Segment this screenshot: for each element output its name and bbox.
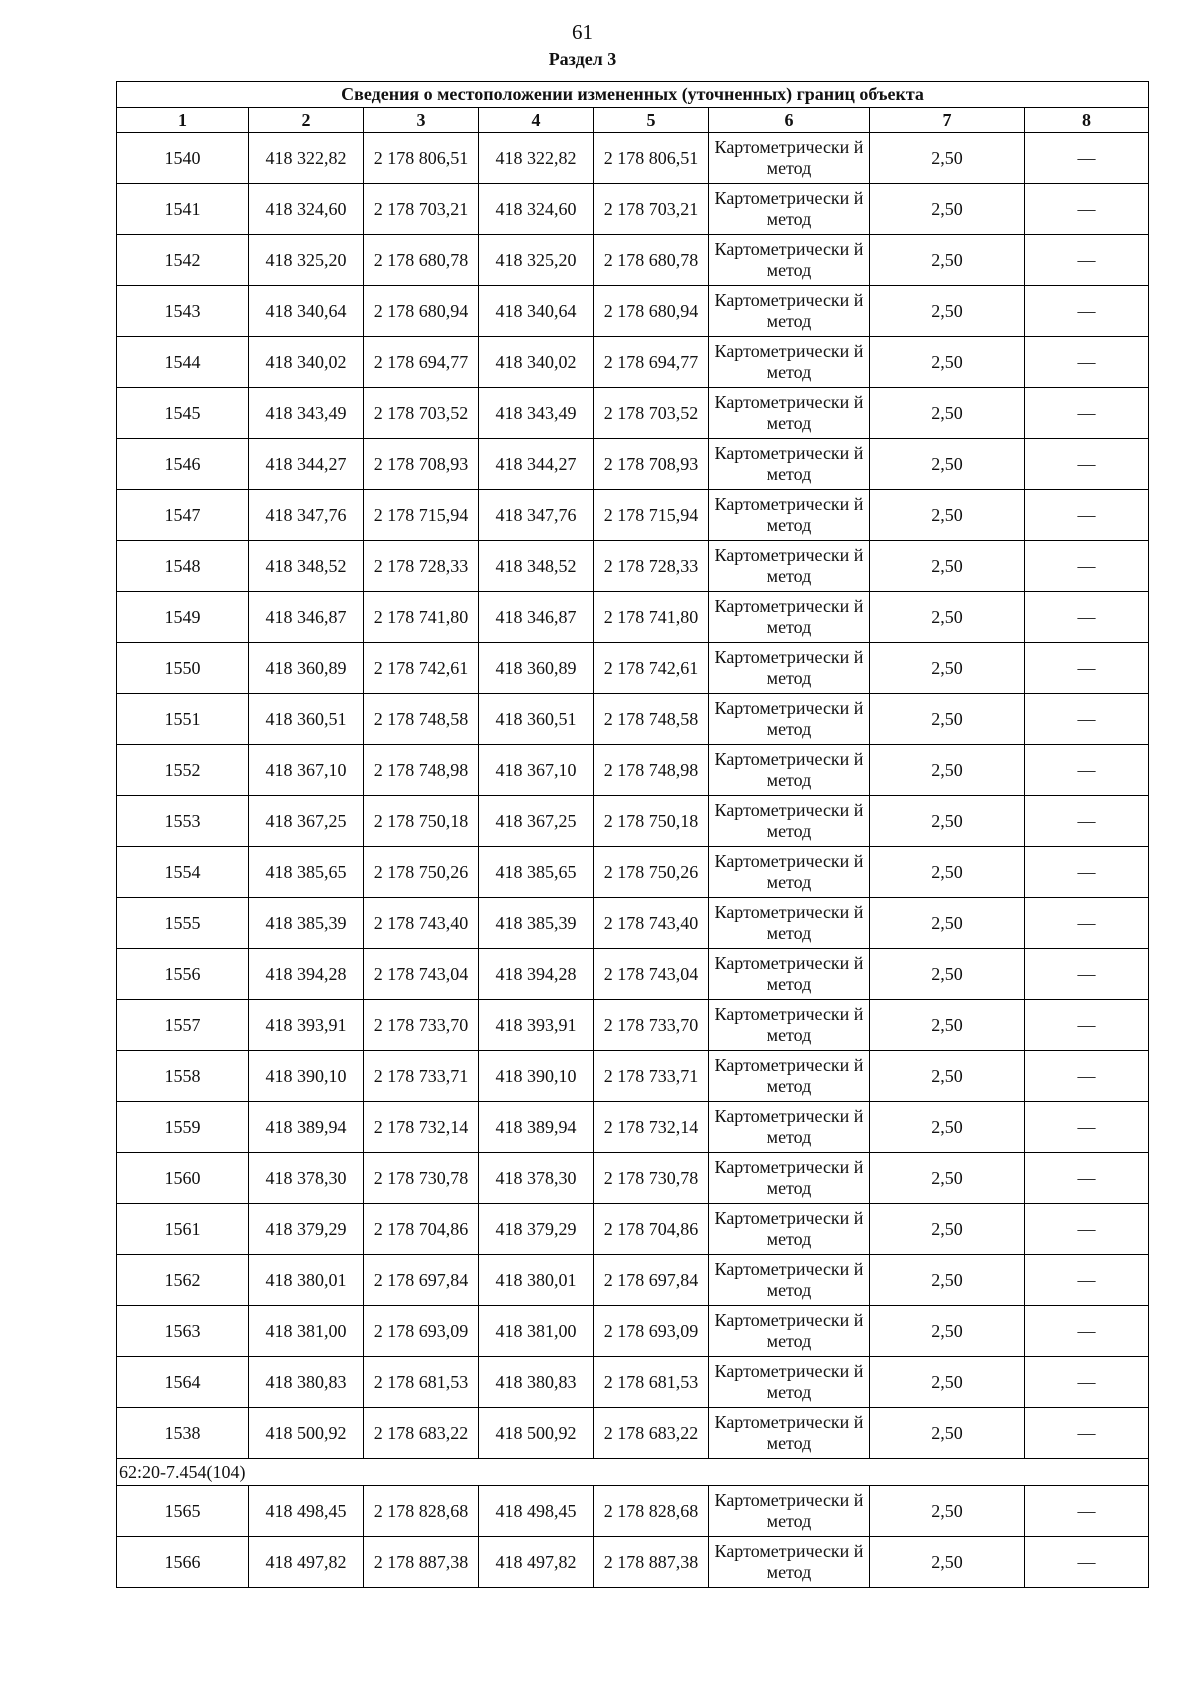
table-row xyxy=(117,439,1149,490)
point-number-cell: 1562 xyxy=(117,1255,249,1306)
accuracy-cell: 2,50 xyxy=(870,286,1025,337)
x-refined-cell: 418 360,89 xyxy=(479,643,594,694)
section-title: Раздел 3 xyxy=(548,49,617,69)
column-number: 6 xyxy=(709,108,870,133)
method-cell: Картометрически й метод xyxy=(709,1051,870,1102)
method-cell: Картометрически й метод xyxy=(709,1153,870,1204)
x-existing-cell: 418 394,28 xyxy=(249,949,364,1000)
x-existing-cell: 418 389,94 xyxy=(249,1102,364,1153)
x-refined-cell: 418 497,82 xyxy=(479,1537,594,1588)
x-refined-cell: 418 346,87 xyxy=(479,592,594,643)
y-existing-cell: 2 178 828,68 xyxy=(364,1486,479,1537)
method-cell: Картометрически й метод xyxy=(709,847,870,898)
point-number-cell: 1541 xyxy=(117,184,249,235)
y-existing-cell: 2 178 697,84 xyxy=(364,1255,479,1306)
y-existing-cell: 2 178 681,53 xyxy=(364,1357,479,1408)
table-row xyxy=(117,1537,1149,1588)
point-number-cell: 1556 xyxy=(117,949,249,1000)
y-existing-cell: 2 178 748,98 xyxy=(364,745,479,796)
accuracy-cell: 2,50 xyxy=(870,898,1025,949)
point-number-cell: 1555 xyxy=(117,898,249,949)
y-refined-cell: 2 178 683,22 xyxy=(594,1408,709,1459)
x-existing-cell: 418 380,01 xyxy=(249,1255,364,1306)
description-cell: — xyxy=(1025,1000,1149,1051)
point-number-cell: 1560 xyxy=(117,1153,249,1204)
description-cell: — xyxy=(1025,439,1149,490)
x-refined-cell: 418 385,65 xyxy=(479,847,594,898)
x-existing-cell: 418 360,51 xyxy=(249,694,364,745)
description-cell: — xyxy=(1025,1102,1149,1153)
accuracy-cell: 2,50 xyxy=(870,235,1025,286)
x-existing-cell: 418 340,02 xyxy=(249,337,364,388)
table-row xyxy=(117,184,1149,235)
accuracy-cell: 2,50 xyxy=(870,694,1025,745)
y-existing-cell: 2 178 694,77 xyxy=(364,337,479,388)
y-refined-cell: 2 178 694,77 xyxy=(594,337,709,388)
method-cell: Картометрически й метод xyxy=(709,1204,870,1255)
y-existing-cell: 2 178 708,93 xyxy=(364,439,479,490)
y-refined-cell: 2 178 680,78 xyxy=(594,235,709,286)
accuracy-cell: 2,50 xyxy=(870,1000,1025,1051)
x-refined-cell: 418 380,01 xyxy=(479,1255,594,1306)
page-number: 61 xyxy=(572,20,593,44)
group-row xyxy=(117,1459,1149,1486)
y-existing-cell: 2 178 733,70 xyxy=(364,1000,479,1051)
y-refined-cell: 2 178 715,94 xyxy=(594,490,709,541)
accuracy-cell: 2,50 xyxy=(870,1306,1025,1357)
description-cell: — xyxy=(1025,643,1149,694)
description-cell: — xyxy=(1025,286,1149,337)
table-row xyxy=(117,592,1149,643)
description-cell: — xyxy=(1025,541,1149,592)
table-caption-row xyxy=(117,82,1149,108)
x-existing-cell: 418 393,91 xyxy=(249,1000,364,1051)
x-refined-cell: 418 498,45 xyxy=(479,1486,594,1537)
method-cell: Картометрически й метод xyxy=(709,541,870,592)
y-existing-cell: 2 178 743,04 xyxy=(364,949,479,1000)
table-row xyxy=(117,745,1149,796)
column-number: 5 xyxy=(594,108,709,133)
y-existing-cell: 2 178 693,09 xyxy=(364,1306,479,1357)
table-row xyxy=(117,643,1149,694)
x-refined-cell: 418 500,92 xyxy=(479,1408,594,1459)
column-number-row xyxy=(117,108,1149,133)
y-refined-cell: 2 178 728,33 xyxy=(594,541,709,592)
x-existing-cell: 418 497,82 xyxy=(249,1537,364,1588)
y-existing-cell: 2 178 715,94 xyxy=(364,490,479,541)
description-cell: — xyxy=(1025,1153,1149,1204)
method-cell: Картометрически й метод xyxy=(709,1486,870,1537)
point-number-cell: 1551 xyxy=(117,694,249,745)
method-cell: Картометрически й метод xyxy=(709,133,870,184)
table-row xyxy=(117,1051,1149,1102)
y-existing-cell: 2 178 680,94 xyxy=(364,286,479,337)
method-cell: Картометрически й метод xyxy=(709,1306,870,1357)
table-row xyxy=(117,847,1149,898)
table-row xyxy=(117,133,1149,184)
x-existing-cell: 418 500,92 xyxy=(249,1408,364,1459)
accuracy-cell: 2,50 xyxy=(870,643,1025,694)
x-refined-cell: 418 393,91 xyxy=(479,1000,594,1051)
description-cell: — xyxy=(1025,388,1149,439)
y-existing-cell: 2 178 741,80 xyxy=(364,592,479,643)
y-refined-cell: 2 178 733,71 xyxy=(594,1051,709,1102)
point-number-cell: 1545 xyxy=(117,388,249,439)
method-cell: Картометрически й метод xyxy=(709,235,870,286)
table-row xyxy=(117,1255,1149,1306)
method-cell: Картометрически й метод xyxy=(709,796,870,847)
y-existing-cell: 2 178 743,40 xyxy=(364,898,479,949)
description-cell: — xyxy=(1025,1357,1149,1408)
method-cell: Картометрически й метод xyxy=(709,490,870,541)
y-refined-cell: 2 178 733,70 xyxy=(594,1000,709,1051)
x-refined-cell: 418 381,00 xyxy=(479,1306,594,1357)
table-row xyxy=(117,1153,1149,1204)
x-existing-cell: 418 498,45 xyxy=(249,1486,364,1537)
x-refined-cell: 418 390,10 xyxy=(479,1051,594,1102)
description-cell: — xyxy=(1025,184,1149,235)
y-refined-cell: 2 178 750,18 xyxy=(594,796,709,847)
point-number-cell: 1561 xyxy=(117,1204,249,1255)
accuracy-cell: 2,50 xyxy=(870,439,1025,490)
table-row xyxy=(117,1486,1149,1537)
point-number-cell: 1554 xyxy=(117,847,249,898)
description-cell: — xyxy=(1025,796,1149,847)
y-existing-cell: 2 178 750,26 xyxy=(364,847,479,898)
method-cell: Картометрически й метод xyxy=(709,1000,870,1051)
table-row xyxy=(117,235,1149,286)
description-cell: — xyxy=(1025,694,1149,745)
description-cell: — xyxy=(1025,847,1149,898)
x-existing-cell: 418 367,10 xyxy=(249,745,364,796)
x-refined-cell: 418 380,83 xyxy=(479,1357,594,1408)
y-refined-cell: 2 178 887,38 xyxy=(594,1537,709,1588)
x-existing-cell: 418 322,82 xyxy=(249,133,364,184)
table-row xyxy=(117,796,1149,847)
y-refined-cell: 2 178 708,93 xyxy=(594,439,709,490)
method-cell: Картометрически й метод xyxy=(709,1102,870,1153)
point-number-cell: 1542 xyxy=(117,235,249,286)
x-existing-cell: 418 340,64 xyxy=(249,286,364,337)
accuracy-cell: 2,50 xyxy=(870,388,1025,439)
y-existing-cell: 2 178 733,71 xyxy=(364,1051,479,1102)
method-cell: Картометрически й метод xyxy=(709,286,870,337)
x-refined-cell: 418 385,39 xyxy=(479,898,594,949)
accuracy-cell: 2,50 xyxy=(870,1537,1025,1588)
point-number-cell: 1565 xyxy=(117,1486,249,1537)
table-row xyxy=(117,337,1149,388)
method-cell: Картометрически й метод xyxy=(709,1357,870,1408)
point-number-cell: 1546 xyxy=(117,439,249,490)
accuracy-cell: 2,50 xyxy=(870,745,1025,796)
y-refined-cell: 2 178 693,09 xyxy=(594,1306,709,1357)
x-existing-cell: 418 346,87 xyxy=(249,592,364,643)
point-number-cell: 1538 xyxy=(117,1408,249,1459)
x-refined-cell: 418 340,64 xyxy=(479,286,594,337)
accuracy-cell: 2,50 xyxy=(870,847,1025,898)
y-refined-cell: 2 178 828,68 xyxy=(594,1486,709,1537)
x-refined-cell: 418 343,49 xyxy=(479,388,594,439)
y-refined-cell: 2 178 732,14 xyxy=(594,1102,709,1153)
method-cell: Картометрически й метод xyxy=(709,745,870,796)
y-existing-cell: 2 178 680,78 xyxy=(364,235,479,286)
description-cell: — xyxy=(1025,490,1149,541)
point-number-cell: 1540 xyxy=(117,133,249,184)
point-number-cell: 1564 xyxy=(117,1357,249,1408)
x-refined-cell: 418 322,82 xyxy=(479,133,594,184)
method-cell: Картометрически й метод xyxy=(709,643,870,694)
point-number-cell: 1552 xyxy=(117,745,249,796)
x-refined-cell: 418 367,10 xyxy=(479,745,594,796)
description-cell: — xyxy=(1025,1204,1149,1255)
description-cell: — xyxy=(1025,235,1149,286)
column-number: 2 xyxy=(249,108,364,133)
x-refined-cell: 418 347,76 xyxy=(479,490,594,541)
accuracy-cell: 2,50 xyxy=(870,1486,1025,1537)
point-number-cell: 1547 xyxy=(117,490,249,541)
accuracy-cell: 2,50 xyxy=(870,949,1025,1000)
point-number-cell: 1559 xyxy=(117,1102,249,1153)
accuracy-cell: 2,50 xyxy=(870,1153,1025,1204)
accuracy-cell: 2,50 xyxy=(870,1102,1025,1153)
table-row xyxy=(117,1357,1149,1408)
y-refined-cell: 2 178 748,58 xyxy=(594,694,709,745)
x-existing-cell: 418 344,27 xyxy=(249,439,364,490)
x-existing-cell: 418 348,52 xyxy=(249,541,364,592)
accuracy-cell: 2,50 xyxy=(870,1255,1025,1306)
y-existing-cell: 2 178 728,33 xyxy=(364,541,479,592)
x-existing-cell: 418 378,30 xyxy=(249,1153,364,1204)
y-refined-cell: 2 178 730,78 xyxy=(594,1153,709,1204)
x-refined-cell: 418 360,51 xyxy=(479,694,594,745)
x-existing-cell: 418 390,10 xyxy=(249,1051,364,1102)
description-cell: — xyxy=(1025,133,1149,184)
x-existing-cell: 418 381,00 xyxy=(249,1306,364,1357)
y-existing-cell: 2 178 703,21 xyxy=(364,184,479,235)
coordinates-table xyxy=(116,81,1149,1588)
table-row xyxy=(117,1306,1149,1357)
y-refined-cell: 2 178 748,98 xyxy=(594,745,709,796)
column-number: 4 xyxy=(479,108,594,133)
table-row xyxy=(117,490,1149,541)
description-cell: — xyxy=(1025,898,1149,949)
point-number-cell: 1558 xyxy=(117,1051,249,1102)
y-existing-cell: 2 178 704,86 xyxy=(364,1204,479,1255)
x-refined-cell: 418 344,27 xyxy=(479,439,594,490)
description-cell: — xyxy=(1025,1537,1149,1588)
column-number: 7 xyxy=(870,108,1025,133)
method-cell: Картометрически й метод xyxy=(709,388,870,439)
y-refined-cell: 2 178 742,61 xyxy=(594,643,709,694)
y-existing-cell: 2 178 703,52 xyxy=(364,388,479,439)
x-refined-cell: 418 340,02 xyxy=(479,337,594,388)
group-label: 62:20-7.454(104) xyxy=(117,1459,1149,1486)
accuracy-cell: 2,50 xyxy=(870,1051,1025,1102)
table-row xyxy=(117,541,1149,592)
x-refined-cell: 418 348,52 xyxy=(479,541,594,592)
table-row xyxy=(117,388,1149,439)
point-number-cell: 1543 xyxy=(117,286,249,337)
column-number: 3 xyxy=(364,108,479,133)
method-cell: Картометрически й метод xyxy=(709,592,870,643)
point-number-cell: 1544 xyxy=(117,337,249,388)
method-cell: Картометрически й метод xyxy=(709,1255,870,1306)
accuracy-cell: 2,50 xyxy=(870,592,1025,643)
table-row xyxy=(117,1408,1149,1459)
y-existing-cell: 2 178 750,18 xyxy=(364,796,479,847)
x-existing-cell: 418 385,65 xyxy=(249,847,364,898)
method-cell: Картометрически й метод xyxy=(709,694,870,745)
y-existing-cell: 2 178 683,22 xyxy=(364,1408,479,1459)
x-existing-cell: 418 360,89 xyxy=(249,643,364,694)
table-row xyxy=(117,694,1149,745)
y-refined-cell: 2 178 743,40 xyxy=(594,898,709,949)
point-number-cell: 1566 xyxy=(117,1537,249,1588)
method-cell: Картометрически й метод xyxy=(709,1537,870,1588)
y-refined-cell: 2 178 680,94 xyxy=(594,286,709,337)
x-existing-cell: 418 347,76 xyxy=(249,490,364,541)
column-number: 1 xyxy=(117,108,249,133)
x-existing-cell: 418 325,20 xyxy=(249,235,364,286)
x-existing-cell: 418 385,39 xyxy=(249,898,364,949)
x-refined-cell: 418 367,25 xyxy=(479,796,594,847)
description-cell: — xyxy=(1025,1255,1149,1306)
y-existing-cell: 2 178 806,51 xyxy=(364,133,479,184)
y-refined-cell: 2 178 704,86 xyxy=(594,1204,709,1255)
x-refined-cell: 418 324,60 xyxy=(479,184,594,235)
point-number-cell: 1548 xyxy=(117,541,249,592)
x-refined-cell: 418 389,94 xyxy=(479,1102,594,1153)
y-existing-cell: 2 178 748,58 xyxy=(364,694,479,745)
x-existing-cell: 418 380,83 xyxy=(249,1357,364,1408)
x-refined-cell: 418 394,28 xyxy=(479,949,594,1000)
table-row xyxy=(117,898,1149,949)
table-row xyxy=(117,1000,1149,1051)
y-existing-cell: 2 178 742,61 xyxy=(364,643,479,694)
accuracy-cell: 2,50 xyxy=(870,184,1025,235)
column-number: 8 xyxy=(1025,108,1149,133)
accuracy-cell: 2,50 xyxy=(870,796,1025,847)
point-number-cell: 1563 xyxy=(117,1306,249,1357)
y-refined-cell: 2 178 703,21 xyxy=(594,184,709,235)
y-refined-cell: 2 178 750,26 xyxy=(594,847,709,898)
y-existing-cell: 2 178 887,38 xyxy=(364,1537,479,1588)
description-cell: — xyxy=(1025,745,1149,796)
description-cell: — xyxy=(1025,1306,1149,1357)
description-cell: — xyxy=(1025,1051,1149,1102)
x-existing-cell: 418 343,49 xyxy=(249,388,364,439)
method-cell: Картометрически й метод xyxy=(709,1408,870,1459)
accuracy-cell: 2,50 xyxy=(870,541,1025,592)
accuracy-cell: 2,50 xyxy=(870,337,1025,388)
description-cell: — xyxy=(1025,949,1149,1000)
x-refined-cell: 418 325,20 xyxy=(479,235,594,286)
x-refined-cell: 418 378,30 xyxy=(479,1153,594,1204)
method-cell: Картометрически й метод xyxy=(709,439,870,490)
accuracy-cell: 2,50 xyxy=(870,1204,1025,1255)
y-existing-cell: 2 178 732,14 xyxy=(364,1102,479,1153)
y-refined-cell: 2 178 697,84 xyxy=(594,1255,709,1306)
table-row xyxy=(117,949,1149,1000)
point-number-cell: 1550 xyxy=(117,643,249,694)
y-refined-cell: 2 178 703,52 xyxy=(594,388,709,439)
description-cell: — xyxy=(1025,337,1149,388)
y-existing-cell: 2 178 730,78 xyxy=(364,1153,479,1204)
point-number-cell: 1557 xyxy=(117,1000,249,1051)
accuracy-cell: 2,50 xyxy=(870,490,1025,541)
table-row xyxy=(117,1204,1149,1255)
y-refined-cell: 2 178 806,51 xyxy=(594,133,709,184)
description-cell: — xyxy=(1025,592,1149,643)
x-existing-cell: 418 379,29 xyxy=(249,1204,364,1255)
method-cell: Картометрически й метод xyxy=(709,184,870,235)
accuracy-cell: 2,50 xyxy=(870,133,1025,184)
x-refined-cell: 418 379,29 xyxy=(479,1204,594,1255)
accuracy-cell: 2,50 xyxy=(870,1408,1025,1459)
point-number-cell: 1549 xyxy=(117,592,249,643)
y-refined-cell: 2 178 743,04 xyxy=(594,949,709,1000)
y-refined-cell: 2 178 681,53 xyxy=(594,1357,709,1408)
x-existing-cell: 418 324,60 xyxy=(249,184,364,235)
y-refined-cell: 2 178 741,80 xyxy=(594,592,709,643)
point-number-cell: 1553 xyxy=(117,796,249,847)
description-cell: — xyxy=(1025,1486,1149,1537)
description-cell: — xyxy=(1025,1408,1149,1459)
method-cell: Картометрически й метод xyxy=(709,898,870,949)
table-row xyxy=(117,286,1149,337)
accuracy-cell: 2,50 xyxy=(870,1357,1025,1408)
x-existing-cell: 418 367,25 xyxy=(249,796,364,847)
table-row xyxy=(117,1102,1149,1153)
method-cell: Картометрически й метод xyxy=(709,949,870,1000)
method-cell: Картометрически й метод xyxy=(709,337,870,388)
table-caption: Сведения о местоположении измененных (уточненных) границ объекта xyxy=(117,82,1149,108)
